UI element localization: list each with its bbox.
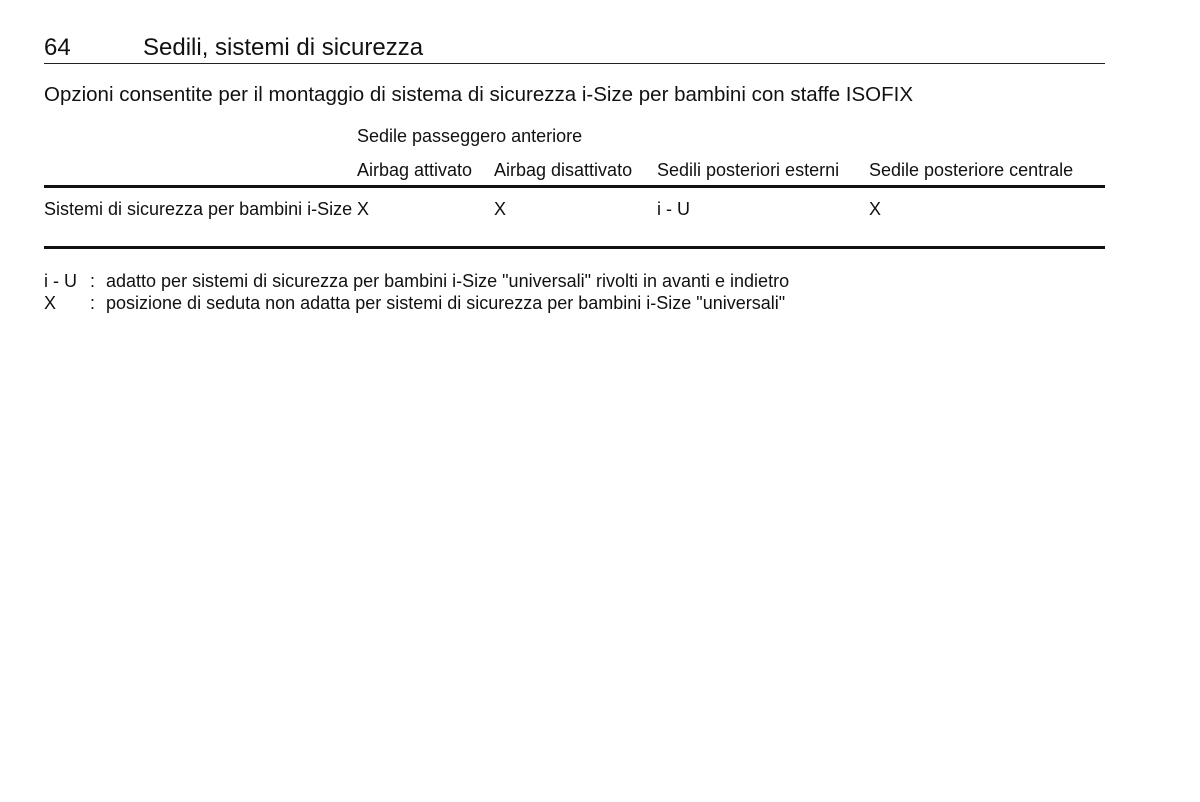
legend-item <box>44 292 789 314</box>
page-header <box>44 33 1105 64</box>
table-cell-airbag-off: X <box>494 199 507 219</box>
legend-separator: : <box>90 293 96 313</box>
column-header-rear-center-seat: Sedile posteriore centrale <box>869 160 1074 180</box>
section-title: Sedili, sistemi di sicurezza <box>143 34 424 61</box>
table-header-rule <box>44 185 1105 188</box>
legend-key: X <box>44 293 57 313</box>
table-cell-airbag-on: X <box>357 199 370 219</box>
table-title: Opzioni consentite per il montaggio di sistema di sicurezza i-Size per bambini con staffe ISOFIX <box>44 83 913 106</box>
legend-text: posizione di seduta non adatta per sistemi di sicurezza per bambini i-Size "universali" <box>106 293 786 313</box>
column-header-rear-outer-seats: Sedili posteriori esterni <box>657 160 840 180</box>
column-header-airbag-off: Airbag disattivato <box>494 160 633 180</box>
table-bottom-rule <box>44 246 1105 249</box>
legend-item <box>44 270 789 292</box>
legend-separator: : <box>90 271 96 291</box>
group-header-front-passenger-seat: Sedile passeggero anteriore <box>357 126 583 146</box>
table-cell-rear-outer-seats: i - U <box>657 199 690 219</box>
page-number: 64 <box>44 34 71 61</box>
legend-text: adatto per sistemi di sicurezza per bambini i-Size "universali" rivolti in avanti e indietro <box>106 271 790 291</box>
table-legend <box>44 270 789 314</box>
legend-key: i - U <box>44 271 77 291</box>
table-cell-rear-center-seat: X <box>869 199 882 219</box>
table-row-label: Sistemi di sicurezza per bambini i-Size <box>44 199 353 219</box>
column-header-airbag-on: Airbag attivato <box>357 160 473 180</box>
